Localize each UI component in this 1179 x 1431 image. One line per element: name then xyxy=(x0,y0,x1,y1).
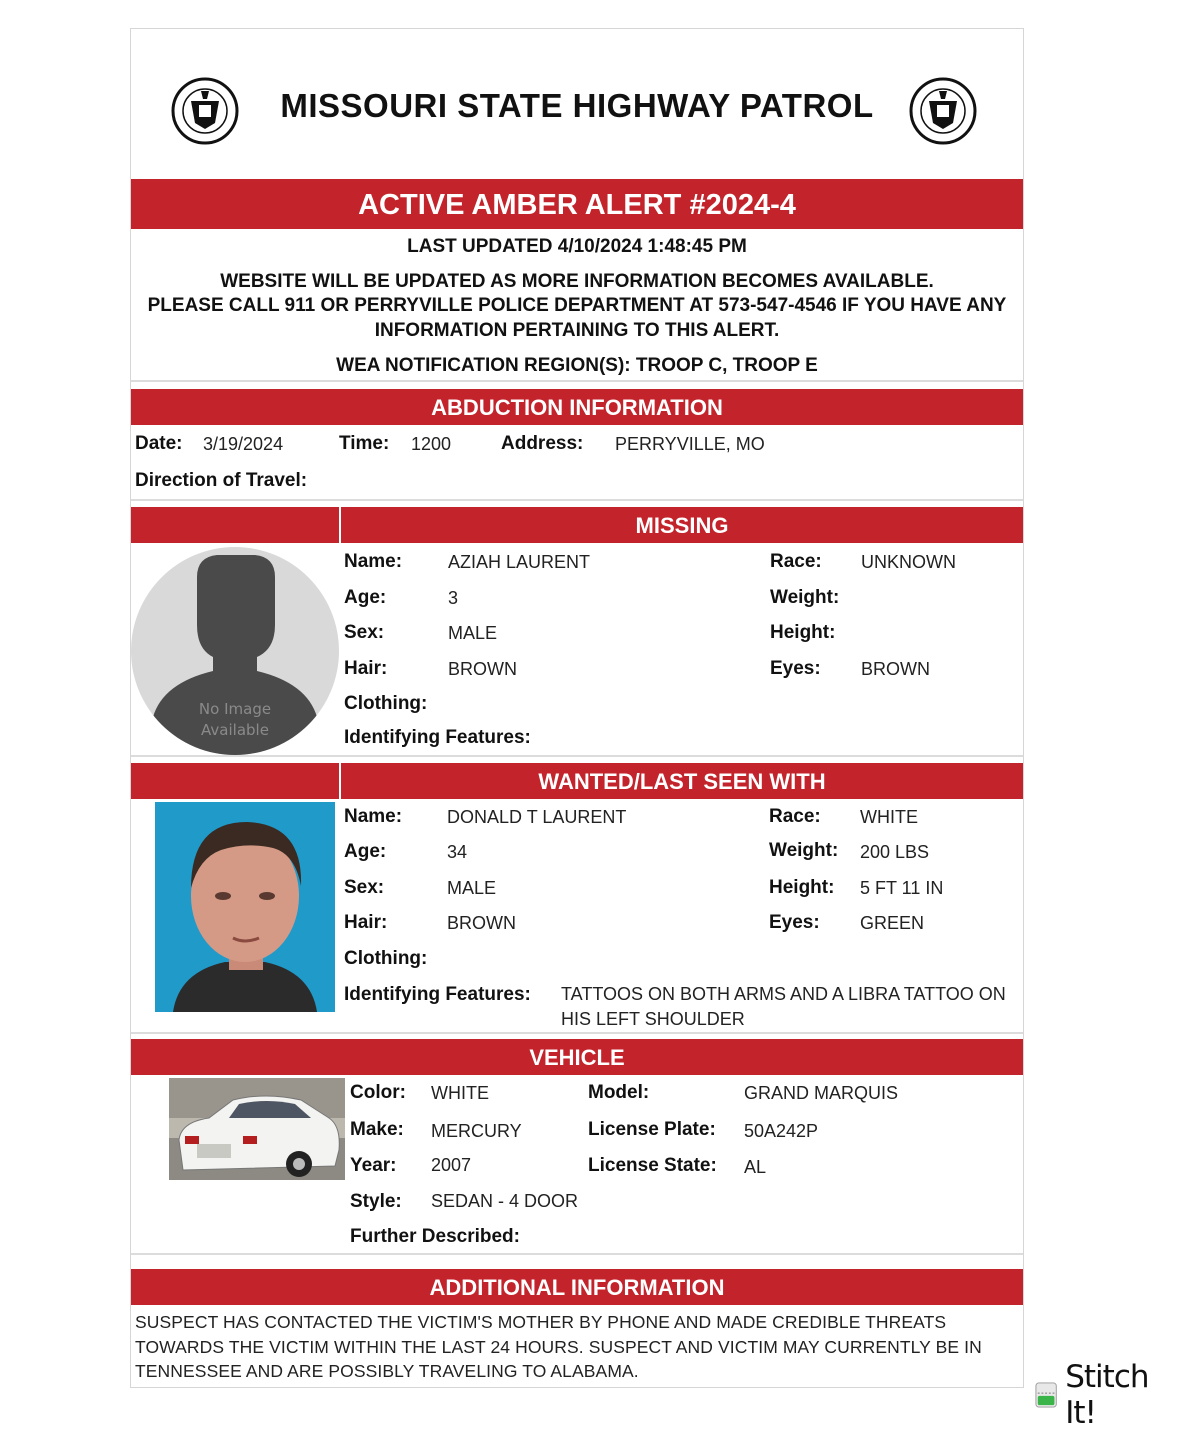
missing-age: 3 xyxy=(448,588,459,608)
vehicle-make: MERCURY xyxy=(431,1121,522,1141)
no-image-text xyxy=(131,699,339,741)
car-image xyxy=(169,1078,345,1180)
vehicle-style: SEDAN - 4 DOOR xyxy=(431,1191,579,1211)
wanted-features-label: Identifying Features: xyxy=(344,984,531,1005)
missing-hair: BROWN xyxy=(448,659,517,679)
wanted-height-label: Height: xyxy=(769,877,835,898)
wanted-features: TATTOOS ON BOTH ARMS AND A LIBRA TATTOO ON HIS LEFT SHOULDER xyxy=(561,984,1006,1029)
missing-race-label: Race: xyxy=(770,551,822,572)
vehicle-state-label: License State: xyxy=(588,1155,717,1176)
missing-photo-placeholder xyxy=(131,547,339,755)
wanted-height: 5 FT 11 IN xyxy=(860,878,944,898)
missing-hair-label: Hair: xyxy=(344,658,388,679)
vehicle-year: 2007 xyxy=(431,1155,472,1175)
vehicle-style-label: Style: xyxy=(350,1191,402,1212)
wanted-eyes: GREEN xyxy=(860,913,925,933)
wanted-sex-label: Sex: xyxy=(344,877,385,898)
missing-features-label: Identifying Features: xyxy=(344,727,531,748)
wanted-weight-label: Weight: xyxy=(769,840,839,861)
address-label: Address: xyxy=(501,433,584,454)
suspect-portrait xyxy=(155,802,335,1012)
vehicle-model-label: Model: xyxy=(588,1082,650,1103)
vehicle-plate: 50A242P xyxy=(744,1121,819,1141)
patrol-seal-icon xyxy=(909,77,977,145)
abduction-address: PERRYVILLE, MO xyxy=(615,434,765,454)
suspect-photo xyxy=(155,802,335,1012)
wanted-race: WHITE xyxy=(860,807,918,827)
wanted-name-label: Name: xyxy=(344,806,403,827)
wanted-sex: MALE xyxy=(447,878,497,898)
direction-label: Direction of Travel: xyxy=(135,470,308,491)
missing-age-label: Age: xyxy=(344,587,387,608)
abduction-date: 3/19/2024 xyxy=(203,434,284,454)
wanted-age-label: Age: xyxy=(344,841,387,862)
vehicle-section-title: VEHICLE xyxy=(131,1039,1023,1075)
stitch-it-watermark xyxy=(1035,1359,1179,1431)
alert-title: ACTIVE AMBER ALERT #2024-4 xyxy=(131,179,1023,229)
divider xyxy=(131,1253,1023,1255)
vehicle-plate-label: License Plate: xyxy=(588,1119,716,1140)
vehicle-year-label: Year: xyxy=(350,1155,397,1176)
agency-name: MISSOURI STATE HIGHWAY PATROL xyxy=(280,87,874,124)
divider xyxy=(131,380,1023,382)
missing-height-label: Height: xyxy=(770,622,836,643)
divider xyxy=(131,1032,1023,1034)
missing-clothing-label: Clothing: xyxy=(344,693,428,714)
vehicle-photo xyxy=(169,1078,345,1180)
divider xyxy=(131,755,1023,757)
notice-line-2: PLEASE CALL 911 OR PERRYVILLE POLICE DEPARTMENT AT 573-547-4546 IF YOU HAVE ANY xyxy=(147,295,1007,316)
amber-alert-card xyxy=(130,28,1024,1388)
wanted-weight: 200 LBS xyxy=(860,842,930,862)
missing-eyes: BROWN xyxy=(861,659,930,679)
vehicle-model: GRAND MARQUIS xyxy=(744,1083,899,1103)
wanted-hair: BROWN xyxy=(447,913,516,933)
last-updated: LAST UPDATED 4/10/2024 1:48:45 PM xyxy=(407,236,747,257)
missing-name: AZIAH LAURENT xyxy=(448,552,591,572)
wea-regions: WEA NOTIFICATION REGION(S): TROOP C, TROOP E xyxy=(336,355,818,376)
header xyxy=(131,29,1023,179)
missing-sex: MALE xyxy=(448,623,498,643)
missing-eyes-label: Eyes: xyxy=(770,658,821,679)
no-image-line-2: Available xyxy=(201,721,269,739)
missing-race: UNKNOWN xyxy=(861,552,956,572)
abduction-time: 1200 xyxy=(411,434,452,454)
wanted-clothing-label: Clothing: xyxy=(344,948,428,969)
wanted-age: 34 xyxy=(447,842,468,862)
watermark-text: Stitch It! xyxy=(1065,1359,1149,1431)
notice-line-1: WEBSITE WILL BE UPDATED AS MORE INFORMATION BECOMES AVAILABLE. xyxy=(220,271,934,292)
additional-section-title: ADDITIONAL INFORMATION xyxy=(131,1269,1023,1305)
additional-info-text: SUSPECT HAS CONTACTED THE VICTIM'S MOTHER BY PHONE AND MADE CREDIBLE THREATS TOWARDS THE VICTIM WITHIN THE LAST 24 HOURS. SUSPECT AND VICTIM MAY CURRENTLY BE IN TENNESSEE AND ARE POSSIBLY TRAVELING TO ALABAMA. xyxy=(135,1312,982,1381)
vehicle-color-label: Color: xyxy=(350,1082,406,1103)
missing-weight-label: Weight: xyxy=(770,587,840,608)
wanted-name: DONALD T LAURENT xyxy=(447,807,627,827)
abduction-section-title: ABDUCTION INFORMATION xyxy=(131,389,1023,425)
wanted-section-title: WANTED/LAST SEEN WITH xyxy=(538,769,826,794)
missing-sex-label: Sex: xyxy=(344,622,385,643)
wanted-hair-label: Hair: xyxy=(344,912,388,933)
missing-section-header xyxy=(131,507,1023,543)
vehicle-make-label: Make: xyxy=(350,1119,404,1140)
vehicle-color: WHITE xyxy=(431,1083,489,1103)
time-label: Time: xyxy=(339,433,390,454)
no-image-line-1: No Image xyxy=(198,700,272,718)
stitch-app-icon xyxy=(1035,1381,1057,1409)
vehicle-further-label: Further Described: xyxy=(350,1226,520,1247)
notice-line-3: INFORMATION PERTAINING TO THIS ALERT. xyxy=(374,320,780,341)
divider xyxy=(131,499,1023,501)
missing-section-title: MISSING xyxy=(635,513,729,538)
wanted-section-header xyxy=(131,763,1023,799)
vehicle-state: AL xyxy=(744,1157,767,1177)
wanted-race-label: Race: xyxy=(769,806,821,827)
wanted-eyes-label: Eyes: xyxy=(769,912,820,933)
missing-name-label: Name: xyxy=(344,551,403,572)
date-label: Date: xyxy=(135,433,183,454)
